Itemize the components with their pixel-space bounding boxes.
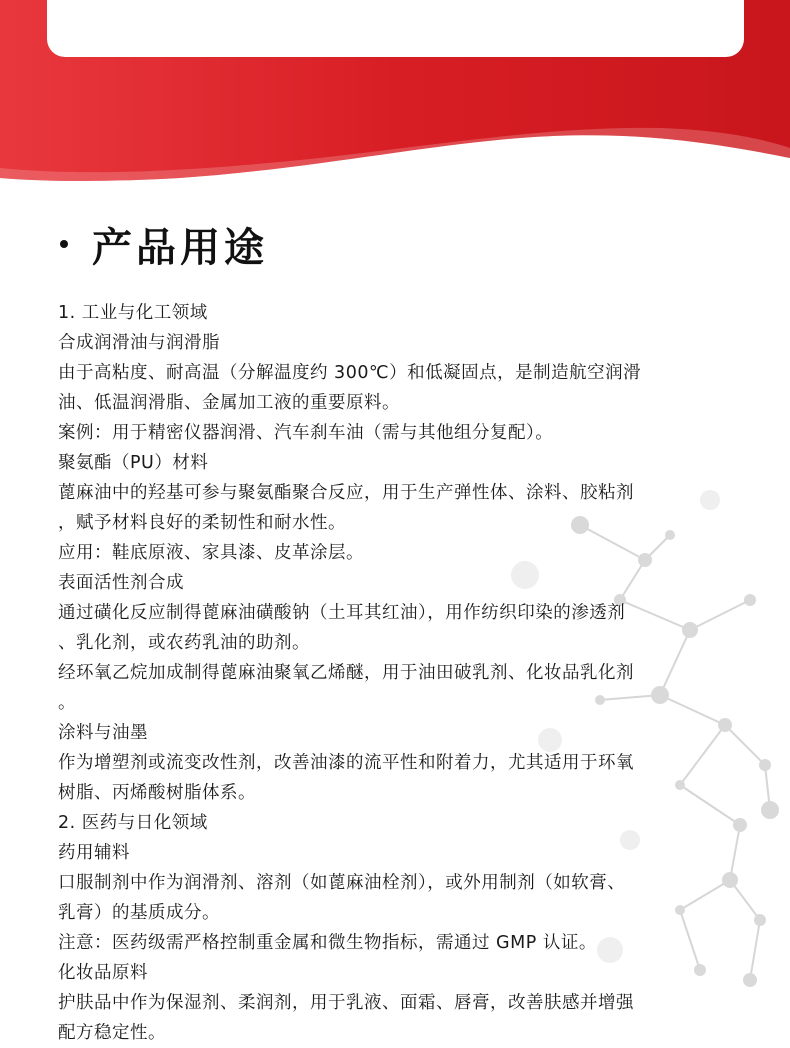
usage-content: [58, 298, 718, 1048]
section-title: [60, 214, 268, 274]
hero-banner: [0, 0, 790, 200]
text-line: 油、低温润滑脂、金属加工液的重要原料。: [58, 393, 400, 413]
text-line: 1. 工业与化工领域: [58, 303, 208, 323]
text-line: 、乳化剂，或农药乳油的助剂。: [58, 633, 310, 653]
text-line: 护肤品中作为保湿剂、柔润剂，用于乳液、面霜、唇膏，改善肤感并增强: [58, 993, 634, 1013]
text-line: 蓖麻油中的羟基可参与聚氨酯聚合反应，用于生产弹性体、涂料、胶粘剂: [58, 483, 634, 503]
text-line: 作为增塑剂或流变改性剂，改善油漆的流平性和附着力，尤其适用于环氧: [58, 753, 634, 773]
text-line: 由于高粘度、耐高温（分解温度约 300℃）和低凝固点，是制造航空润滑: [58, 363, 642, 383]
text-line: 2. 医药与日化领域: [58, 813, 208, 833]
text-line: 。: [58, 693, 76, 713]
section-title-text: 产品用途: [92, 224, 268, 271]
text-line: 配方稳定性。: [58, 1023, 166, 1043]
text-line: 表面活性剂合成: [58, 573, 184, 593]
text-line: 合成润滑油与润滑脂: [58, 333, 220, 353]
bullet-dot: [60, 240, 68, 248]
text-line: 聚氨酯（PU）材料: [58, 453, 209, 473]
text-line: ，赋予材料良好的柔韧性和耐水性。: [58, 513, 346, 533]
text-line: 经环氧乙烷加成制得蓖麻油聚氧乙烯醚，用于油田破乳剂、化妆品乳化剂: [58, 663, 634, 683]
text-line: 注意：医药级需严格控制重金属和微生物指标，需通过 GMP 认证。: [58, 933, 597, 953]
text-line: 应用：鞋底原液、家具漆、皮革涂层。: [58, 543, 364, 563]
text-line: 树脂、丙烯酸树脂体系。: [58, 783, 256, 803]
text-line: 乳膏）的基质成分。: [58, 903, 220, 923]
top-card: [47, 0, 744, 57]
text-line: 口服制剂中作为润滑剂、溶剂（如蓖麻油栓剂），或外用制剂（如软膏、: [58, 873, 626, 893]
text-line: 涂料与油墨: [58, 723, 148, 743]
text-line: 化妆品原料: [58, 963, 148, 983]
text-line: 案例：用于精密仪器润滑、汽车刹车油（需与其他组分复配）。: [58, 423, 554, 443]
text-line: 通过磺化反应制得蓖麻油磺酸钠（土耳其红油），用作纺织印染的渗透剂: [58, 603, 626, 623]
text-line: 药用辅料: [58, 843, 130, 863]
